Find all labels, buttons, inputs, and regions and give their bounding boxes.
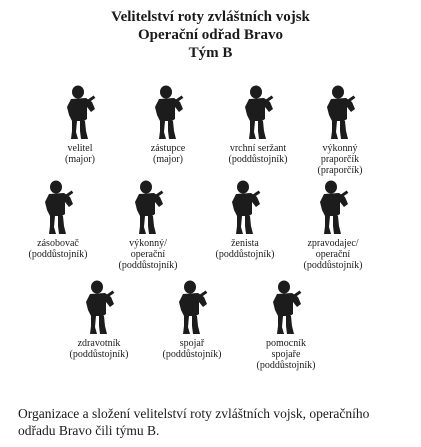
diagram-title	[0, 8, 421, 62]
member-role: zpravodajec/ operační	[307, 238, 359, 260]
member-rank: (poddůstojník)	[162, 349, 222, 360]
member-rank: (poddůstojník)	[69, 349, 129, 360]
soldier-silhouette-icon	[231, 280, 341, 336]
team-member	[93, 180, 203, 271]
title-line-2: Operační odřad Bravo	[138, 27, 283, 43]
member-role: výkonný/ operační	[129, 238, 167, 260]
member-role: pomocník spojaře	[266, 338, 306, 360]
member-rank: (poddůstojník)	[28, 249, 88, 260]
soldier-silhouette-icon	[93, 180, 203, 236]
member-rank: (poddůstojník)	[303, 260, 363, 271]
member-role: zásobovač	[37, 238, 79, 249]
member-role: ženista	[231, 238, 259, 249]
soldier-silhouette-icon	[278, 180, 388, 236]
member-rank: (praporčík)	[317, 165, 363, 176]
member-role: vrchní seržant	[229, 143, 287, 154]
member-role: zdravotník	[77, 338, 121, 349]
team-member	[285, 85, 395, 176]
member-role: velitel	[67, 143, 93, 154]
member-rank: (poddůstojník)	[256, 360, 316, 371]
team-member	[278, 180, 388, 271]
team-member	[231, 280, 341, 371]
member-role: spojař	[179, 338, 205, 349]
soldier-silhouette-icon	[285, 85, 395, 141]
member-role: zástupce	[150, 143, 186, 154]
member-rank: (poddůstojník)	[228, 154, 288, 165]
member-rank: (poddůstojník)	[215, 249, 275, 260]
member-role: výkonný praporčík	[320, 143, 360, 165]
member-rank: (poddůstojník)	[118, 260, 178, 271]
figure-caption: Organizace a složení velitelství roty zvláštních vojsk, operačního odřadu Bravo čili týmu B.	[18, 406, 370, 438]
title-line-3: Tým B	[188, 45, 233, 61]
member-rank: (major)	[65, 154, 95, 165]
title-line-1: Velitelství roty zvláštních vojsk	[111, 9, 310, 25]
member-rank: (major)	[153, 154, 183, 165]
